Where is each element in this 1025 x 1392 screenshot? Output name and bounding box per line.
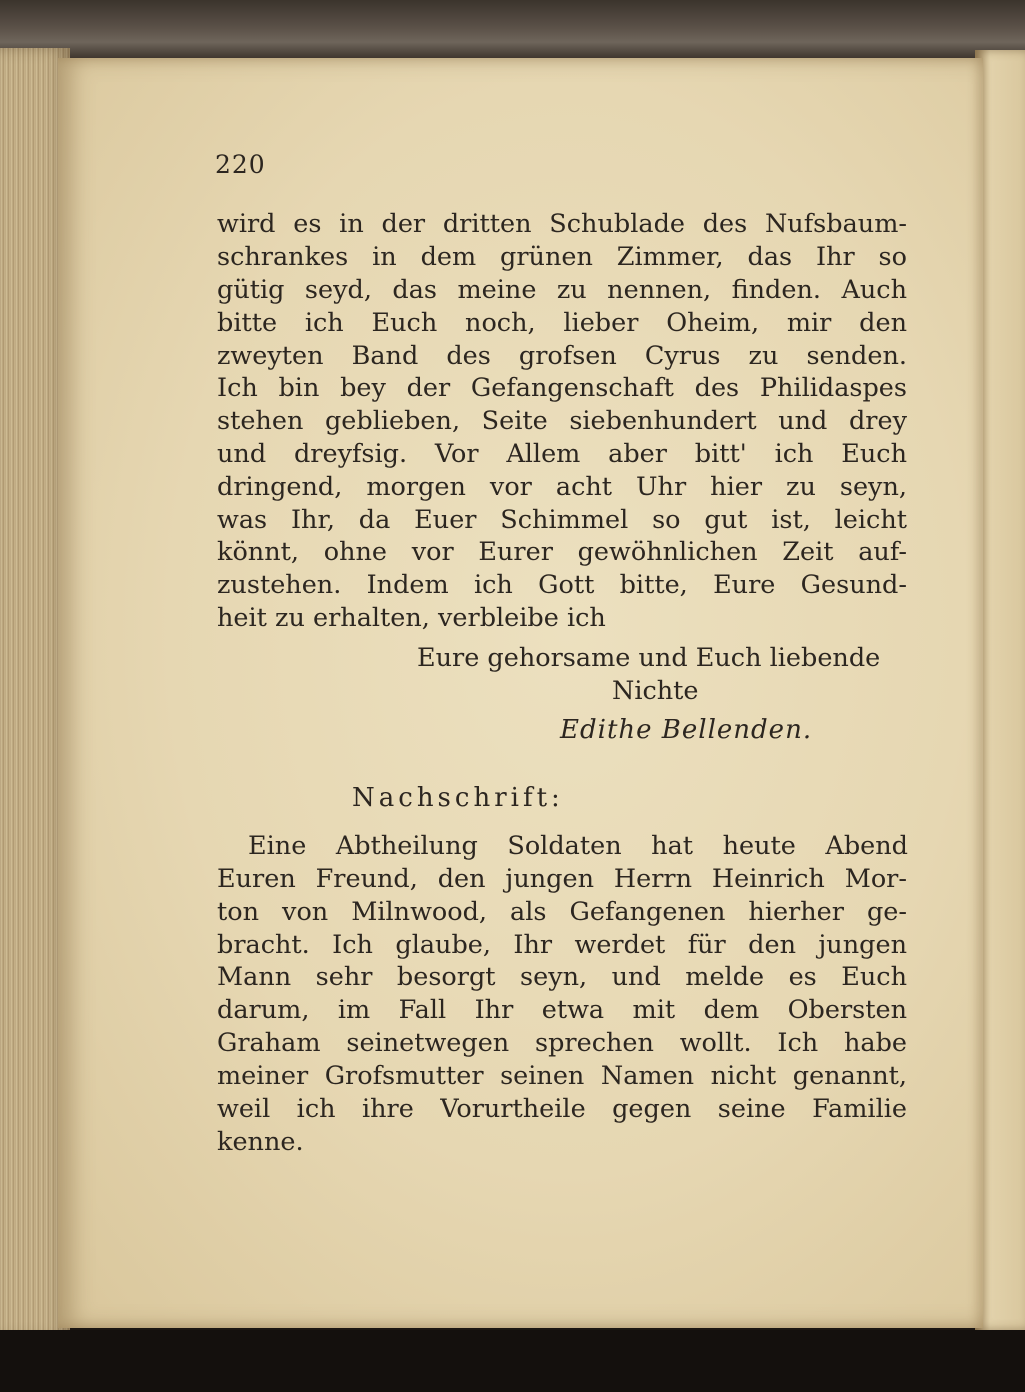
letter-line: Ich bin bey der Gefangenschaft des Philidaspes [217, 373, 907, 403]
letter-line: zustehen. Indem ich Gott bitte, Eure Gesund- [217, 570, 907, 600]
letter-line: was Ihr, da Euer Schimmel so gut ist, leicht [217, 505, 907, 535]
closing-line: Eure gehorsame und Euch liebende [417, 643, 881, 673]
background-bottom [0, 1330, 1025, 1392]
letter-line: und dreyfsig. Vor Allem aber bitt' ich Euch [217, 439, 907, 469]
letter-line: schrankes in dem grünen Zimmer, das Ihr so [217, 242, 907, 272]
postscript-line: Eine Abtheilung Soldaten hat heute Abend [248, 831, 908, 861]
letter-line: könnt, ohne vor Eurer gewöhnlichen Zeit auf- [217, 537, 907, 567]
postscript-line: bracht. Ich glaube, Ihr werdet für den jungen [217, 930, 907, 960]
postscript-line: kenne. [217, 1127, 304, 1157]
postscript-line: Euren Freund, den jungen Herrn Heinrich Mor- [217, 864, 907, 894]
book-cover-edge [0, 0, 1025, 60]
postscript-line: ton von Milnwood, als Gefangenen hierher ge- [217, 897, 907, 927]
postscript-line: Mann sehr besorgt seyn, und melde es Euch [217, 962, 907, 992]
closing-relation: Nichte [612, 676, 699, 706]
letter-line: zweyten Band des grofsen Cyrus zu senden. [217, 341, 907, 371]
postscript-line: Graham seinetwegen sprechen wollt. Ich habe [217, 1028, 907, 1058]
letter-line: wird es in der dritten Schublade des Nufsbaum- [217, 209, 907, 239]
postscript-line: meiner Grofsmutter seinen Namen nicht genannt, [217, 1061, 907, 1091]
postscript-heading: Nachschrift: [352, 783, 564, 813]
letter-line: bitte ich Euch noch, lieber Oheim, mir den [217, 308, 907, 338]
page-number: 220 [215, 150, 266, 179]
letter-line: gütig seyd, das meine zu nennen, finden. Auch [217, 275, 907, 305]
letter-line: heit zu erhalten, verbleibe ich [217, 603, 606, 633]
postscript-line: weil ich ihre Vorurtheile gegen seine Familie [217, 1094, 907, 1124]
letter-line: stehen geblieben, Seite siebenhundert und drey [217, 406, 907, 436]
postscript-line: darum, im Fall Ihr etwa mit dem Obersten [217, 995, 907, 1025]
signature: Edithe Bellenden. [560, 715, 813, 745]
letter-line: dringend, morgen vor acht Uhr hier zu seyn, [217, 472, 907, 502]
